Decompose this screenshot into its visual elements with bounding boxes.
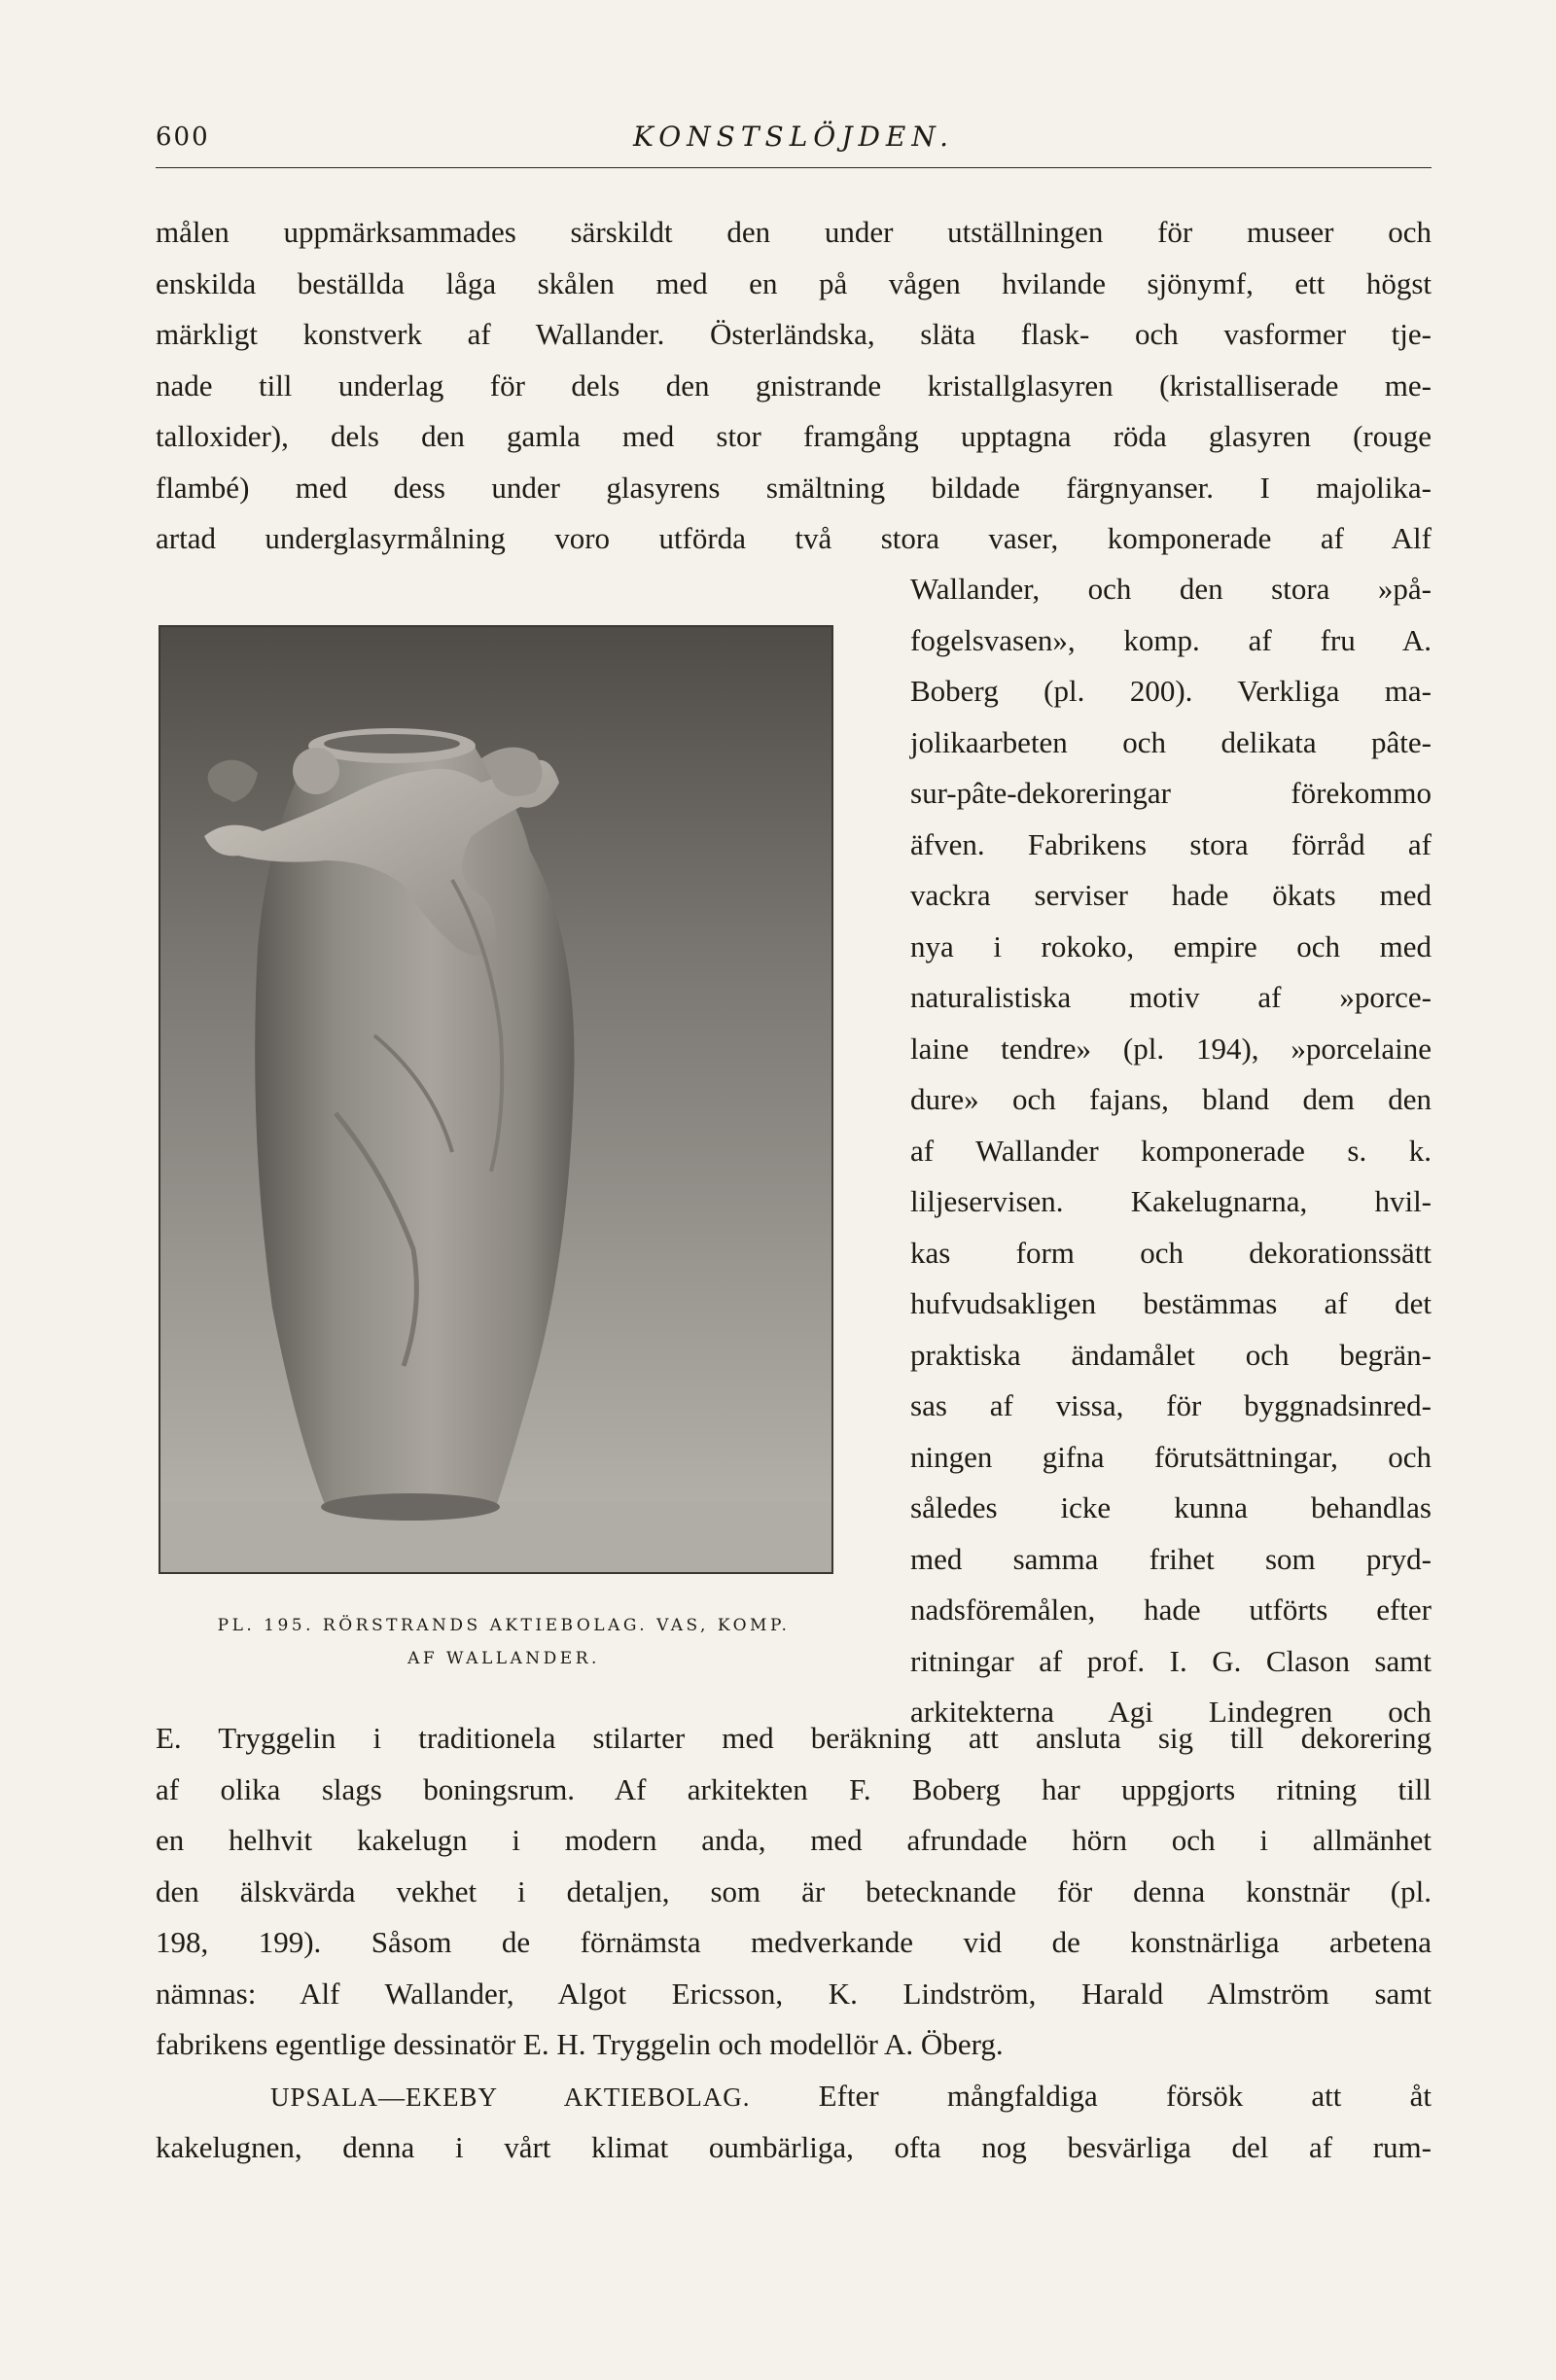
text-line: 198, 199). Såsom de förnämsta medverkande vid de konstnärliga arbetena	[156, 1925, 1432, 1959]
paragraph-first-line	[156, 2071, 1432, 2123]
text-line: dure» och fajans, bland dem den	[910, 1082, 1432, 1116]
top-paragraph	[156, 207, 1432, 565]
text-line: fabrikens egentlige dessinatör E. H. Tryggelin och modellör A. Öberg.	[156, 2027, 1004, 2061]
vase-foot	[321, 1493, 500, 1521]
text-line: nadsföremålen, hade utförts efter	[910, 1592, 1432, 1627]
header-rule	[156, 167, 1432, 168]
table-surface	[160, 1502, 831, 1572]
text-line: med samma frihet som pryd-	[910, 1541, 1432, 1576]
vase-photograph	[159, 625, 833, 1574]
text-line: sur-pâte-dekoreringar förekommo	[910, 776, 1432, 810]
text-line: naturalistiska motiv af »porce-	[910, 980, 1432, 1014]
nymph-head	[293, 748, 339, 794]
text-line: nade till underlag för dels den gnistrande kristallglasyren (kristalliserade me-	[156, 368, 1432, 402]
vase-mouth	[324, 734, 460, 753]
text-line: af olika slags boningsrum. Af arkitekten F. Boberg har uppgjorts ritning till	[156, 1771, 1432, 1806]
text-line: praktiska ändamålet och begrän-	[910, 1337, 1432, 1372]
text-line: laine tendre» (pl. 194), »porcelaine	[910, 1031, 1432, 1066]
caption-line: PL. 195. RÖRSTRANDS AKTIEBOLAG. VAS, KOMP.	[217, 1616, 791, 1635]
text-line: ningen gifna förutsättningar, och	[910, 1439, 1432, 1474]
text-line: talloxider), dels den gamla med stor framgång upptagna röda glasyren (rouge	[156, 419, 1432, 453]
text-line: målen uppmärksammades särskildt den under utställningen för museer och	[156, 215, 1432, 249]
text-line: hufvudsakligen bestämmas af det	[910, 1286, 1432, 1320]
side-column-text	[910, 564, 1432, 1738]
bottom-paragraphs	[156, 1713, 1432, 2174]
text-line: nämnas: Alf Wallander, Algot Ericsson, K. Lindström, Harald Almström samt	[156, 1976, 1432, 2011]
figure-caption	[156, 1609, 852, 1675]
text-line: en helhvit kakelugn i modern anda, med afrundade hörn och i allmänhet	[156, 1823, 1432, 1857]
text-line: artad underglasyrmålning voro utförda två stora vaser, komponerade af Alf	[156, 521, 1432, 555]
text-line: kakelugnen, denna i vårt klimat oumbärliga, ofta nog besvärliga del af rum-	[156, 2130, 1432, 2164]
text-line: fogelsvasen», komp. af fru A.	[910, 622, 1432, 657]
page-header	[156, 115, 1432, 165]
text-line: arkitekterna Agi Lindegren och	[910, 1695, 1432, 1729]
text-line: Wallander, och den stora »på-	[910, 572, 1432, 606]
text-line: flambé) med dess under glasyrens smältning bildade färgnyanser. I majolika-	[156, 470, 1432, 505]
text-line: nya i rokoko, empire och med	[910, 928, 1432, 963]
text-line: Boberg (pl. 200). Verkliga ma-	[910, 674, 1432, 708]
text-line: märkligt konstverk af Wallander. Österländska, släta flask- och vasformer tje-	[156, 317, 1432, 351]
text-line: E. Tryggelin i traditionela stilarter med beräkning att ansluta sig till dekorering	[156, 1721, 1432, 1755]
text-line: sas af vissa, för byggnadsinred-	[910, 1388, 1432, 1422]
text-line: äfven. Fabrikens stora förråd af	[910, 826, 1432, 861]
text-line: den älskvärda vekhet i detaljen, som är betecknande för denna konstnär (pl.	[156, 1873, 1432, 1908]
page-number: 600	[156, 122, 210, 152]
text-line: enskilda beställda låga skålen med en på vågen hvilande sjönymf, ett högst	[156, 265, 1432, 300]
text-line: ritningar af prof. I. G. Clason samt	[910, 1643, 1432, 1678]
text-line: således icke kunna behandlas	[910, 1490, 1432, 1524]
caption-line: AF WALLANDER.	[407, 1649, 600, 1668]
text-line: liljeservisen. Kakelugnarna, hvil-	[910, 1184, 1432, 1218]
text-line: af Wallander komponerade s. k.	[910, 1133, 1432, 1168]
section-lead: UPSALA—EKEBY AKTIEBOLAG.	[270, 2082, 751, 2112]
text-run: Efter mångfaldiga försök att åt	[750, 2078, 1432, 2113]
text-line: kas form och dekorationssätt	[910, 1235, 1432, 1270]
running-title: KONSTSLÖJDEN.	[633, 121, 954, 153]
text-line: jolikaarbeten och delikata pâte-	[910, 724, 1432, 759]
text-line: vackra serviser hade ökats med	[910, 878, 1432, 912]
